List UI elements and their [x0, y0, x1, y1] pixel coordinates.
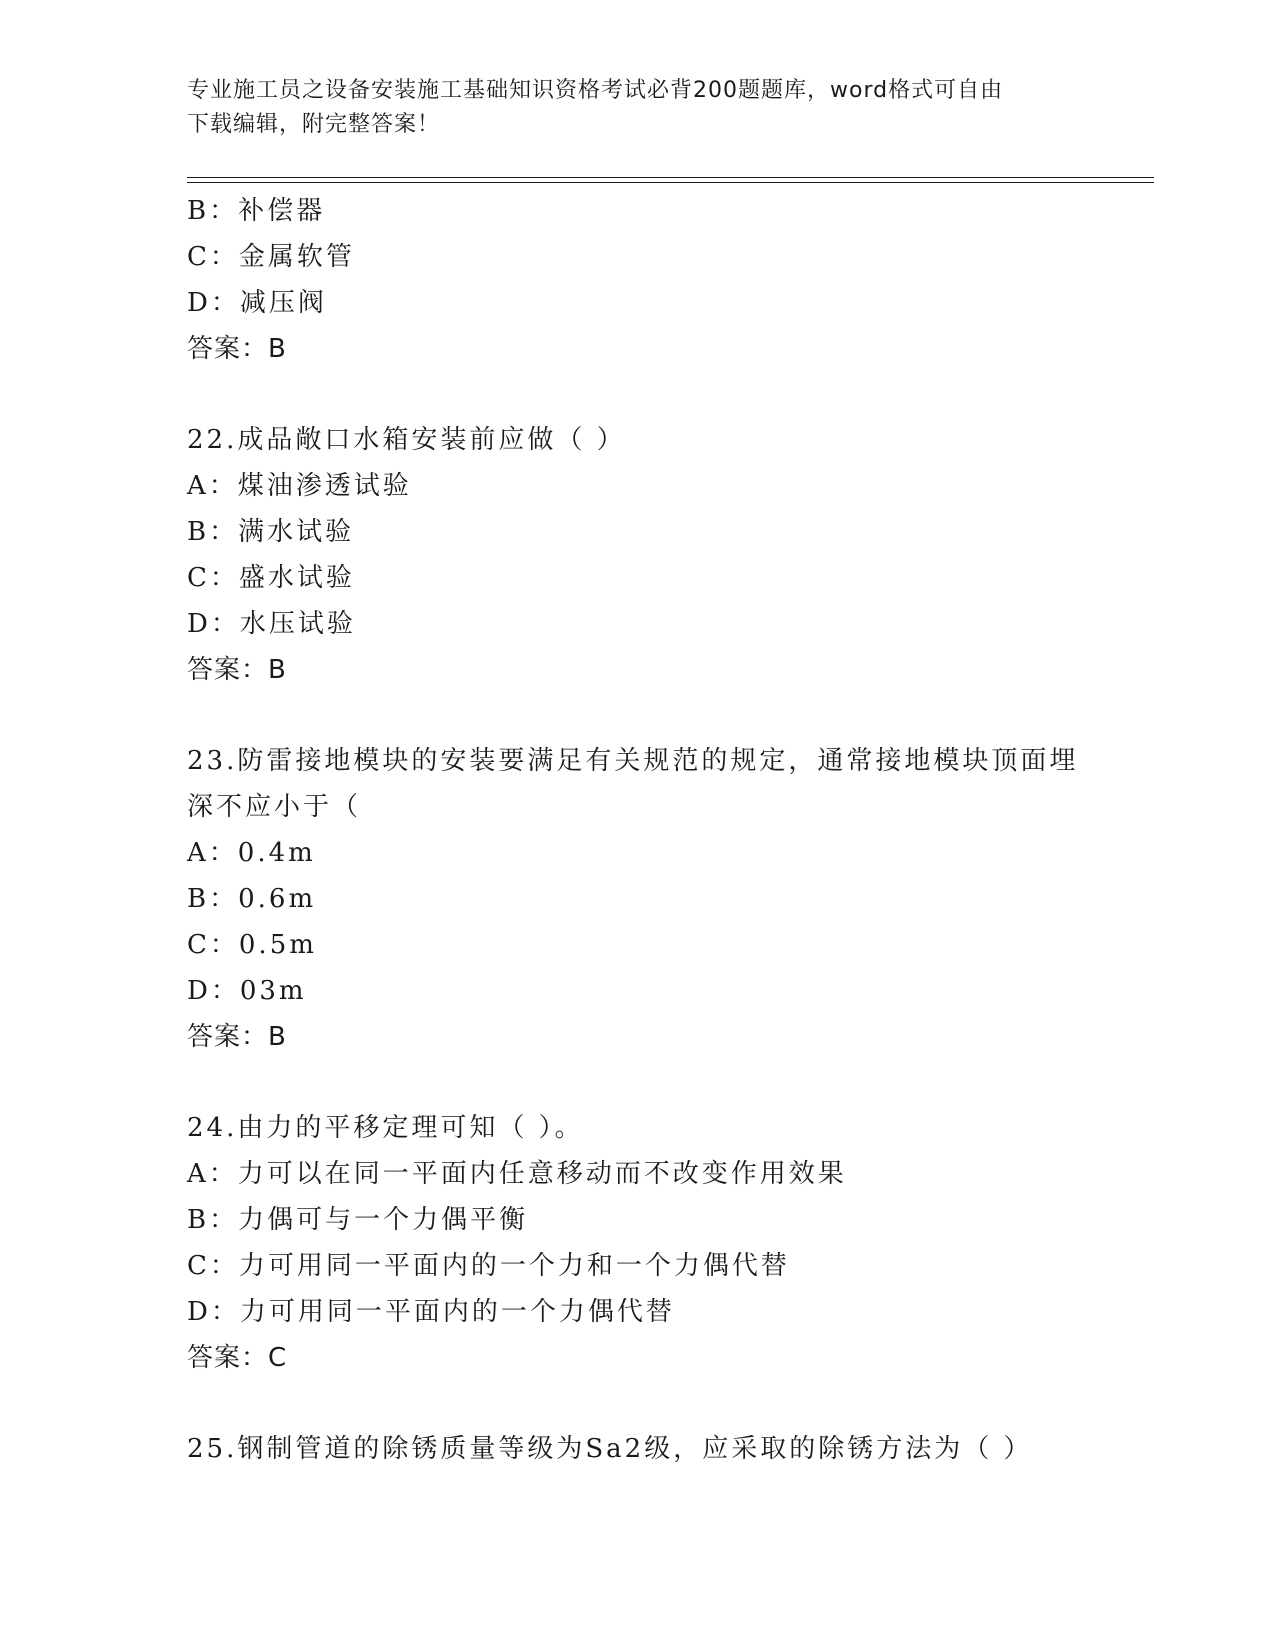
option-c: C：力可用同一平面内的一个力和一个力偶代替 — [187, 1251, 790, 1281]
option-d: D：减压阀 — [187, 288, 327, 318]
question-text: 25.钢制管道的除锈质量等级为Sa2级，应采取的除锈方法为（ ） — [187, 1434, 1033, 1464]
answer: 答案：C — [187, 1343, 288, 1373]
header-rule-bottom — [187, 182, 1154, 183]
answer: 答案：B — [187, 1022, 287, 1052]
option-d: D：水压试验 — [187, 609, 356, 639]
option-c: C：盛水试验 — [187, 563, 355, 593]
question-text: 22.成品敞口水箱安装前应做（ ） — [187, 425, 626, 455]
answer: 答案：B — [187, 655, 287, 685]
option-b: B：0.6m — [187, 884, 317, 914]
option-c: C：金属软管 — [187, 242, 355, 272]
option-a: A：力可以在同一平面内任意移动而不改变作用效果 — [187, 1159, 847, 1189]
question-text-line-1: 23.防雷接地模块的安装要满足有关规范的规定，通常接地模块顶面埋 — [187, 746, 1079, 776]
question-23 — [187, 738, 1087, 1060]
option-c: C：0.5m — [187, 930, 317, 960]
question-25 — [187, 1426, 1087, 1472]
answer: 答案：B — [187, 334, 287, 364]
header-line-2: 下载编辑，附完整答案！ — [187, 112, 441, 137]
option-b: B：力偶可与一个力偶平衡 — [187, 1205, 529, 1235]
header-line-1: 专业施工员之设备安装施工基础知识资格考试必背200题题库，word格式可自由 — [187, 78, 1004, 103]
question-22 — [187, 417, 1087, 693]
option-d: D：03m — [187, 976, 307, 1006]
header-rule-top — [187, 177, 1154, 178]
option-b: B：满水试验 — [187, 517, 355, 547]
question-list — [187, 188, 1087, 1472]
question-text-line-2: 深不应小于（ — [187, 792, 362, 822]
option-d: D：力可用同一平面内的一个力偶代替 — [187, 1297, 675, 1327]
option-a: A：0.4m — [187, 838, 316, 868]
option-a: A：煤油渗透试验 — [187, 471, 412, 501]
question-text: 24.由力的平移定理可知（ ）。 — [187, 1113, 584, 1143]
question-21-partial — [187, 188, 1087, 372]
option-b: B：补偿器 — [187, 196, 326, 226]
question-24 — [187, 1105, 1087, 1381]
document-header — [187, 74, 1067, 142]
